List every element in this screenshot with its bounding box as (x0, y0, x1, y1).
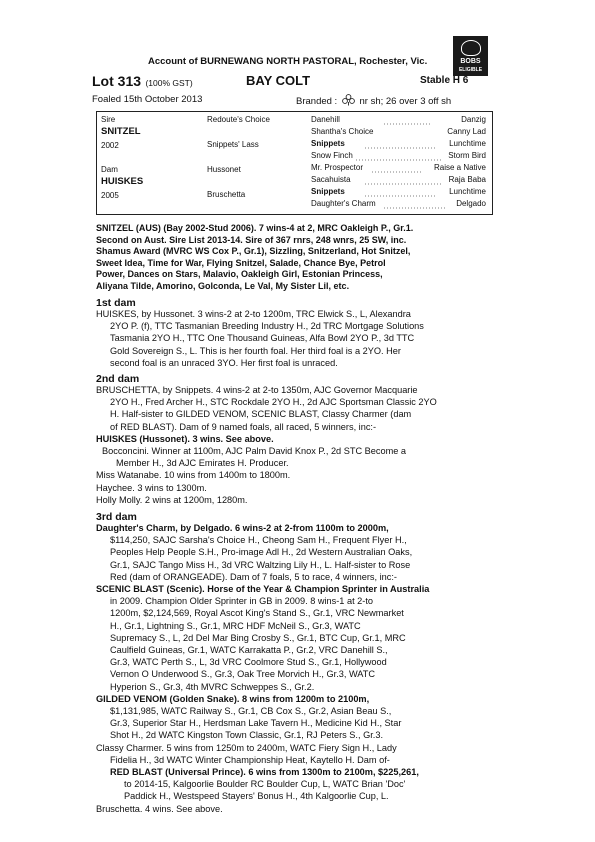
sire-summary-line: Aliyana Tilde, Amorino, Golconda, Le Val, My Sister Lil, etc. (96, 280, 350, 291)
logo-subtext: ELIGIBLE (458, 67, 483, 73)
second-dam-line: of RED BLAST). Dam of 9 named foals, all raced, 5 winners, inc:- (110, 421, 377, 432)
second-dam-line: BRUSCHETTA, by Snippets. 4 wins-2 at 2-to 1350m, AJC Governor Macquarie (96, 385, 418, 395)
second-dam-text (96, 384, 437, 506)
third-dam-line: Daughter's Charm, by Delgado. 6 wins-2 at 2-from 1100m to 2000m, (96, 523, 389, 533)
dot-leaders (97, 112, 492, 214)
third-dam-line: in 2009. Champion Older Sprinter in GB in 2009. 8 wins-1 at 2-to (110, 596, 374, 607)
ggp-left-3: Snippets (311, 139, 345, 148)
third-dam-line: Bruschetta. 4 wins. See above. (96, 803, 223, 814)
third-dam-line: H., Gr.1, Lightning S., Gr.1, MRC HDF McNeil S., Gr.3, WATC (110, 620, 361, 631)
first-dam-line: Tasmania 2YO H., TTC One Thousand Guineas, Alfa Bowl 2YO P., 3d TTC (110, 333, 415, 344)
third-dam-line: Paddick H., Westspeed Stayers' Bonus H., 4th Kalgoorlie Cup, L. (124, 791, 389, 802)
grandsire: Redoute's Choice (207, 115, 270, 124)
bobs-emblem-icon (461, 40, 481, 56)
sire-summary-line: SNITZEL (AUS) (Bay 2002-Stud 2006). 7 wins-4 at 2, MRC Oakleigh P., Gr.1. (96, 223, 414, 233)
third-dam-line: Gr.1, SAJC Tango Miss H., 3d VRC Waltzing Lily H., L. Half-sister to Rose (110, 559, 411, 570)
ggp-left-1: Danehill (311, 115, 340, 124)
second-dam-line: HUISKES (Hussonet). 3 wins. See above. (96, 433, 274, 444)
ggp-right-8: Delgado (456, 199, 486, 208)
sire-summary-line: Sweet Idea, Time for War, Flying Snitzel, Salade, Chance Bye, Petrol (96, 257, 386, 268)
sire-name: SNITZEL (101, 126, 141, 137)
ggp-right-2: Canny Lad (447, 127, 486, 136)
granddam-sire-side: Snippets' Lass (207, 140, 259, 149)
ggp-left-7: Snippets (311, 187, 345, 196)
first-dam-line: second foal is an unraced 3YO. Her first foal is unraced. (110, 357, 338, 368)
ggp-right-1: Danzig (461, 115, 486, 124)
first-dam-text (96, 308, 424, 369)
dam-year: 2005 (101, 191, 119, 200)
third-dam-text (96, 522, 429, 815)
dam-name: HUISKES (101, 176, 144, 187)
sire-summary (96, 223, 413, 293)
second-dam-line: Haychee. 3 wins to 1300m. (96, 482, 207, 493)
ggp-left-5: Mr. Prospector (311, 163, 364, 172)
ggp-right-3: Lunchtime (449, 139, 486, 148)
third-dam-line: to 2014-15, Kalgoorlie Boulder RC Boulder Cup, L, WATC Brian 'Doc' (124, 779, 406, 790)
sire-label: Sire (101, 115, 116, 124)
second-dam-heading: 2nd dam (96, 373, 140, 385)
brand-mark-icon (342, 94, 355, 106)
third-dam-line: Gr.3, Superior Star H., Herdsman Lake Tavern H., Medicine Kid H., Star (110, 718, 402, 729)
second-dam-line: 2YO H., Fred Archer H., STC Rockdale 2YO H., 2d AJC Sportsman Classic 2YO (110, 397, 437, 408)
third-dam-line: RED BLAST (Universal Prince). 6 wins from 1300m to 2100m, $225,261, (110, 767, 419, 778)
branded-label: Branded : (296, 96, 338, 107)
first-dam-line: 2YO P. (f), TTC Tasmanian Breeding Industry H., 2d TRC Mortgage Solutions (110, 321, 424, 332)
first-dam-line: Gold Sovereign S., L. This is her fourth foal. Her third foal is a 2YO. Her (110, 345, 401, 356)
account-line: Account of BURNEWANG NORTH PASTORAL, Rochester, Vic. (148, 56, 428, 67)
logo-text: BOBS (460, 58, 481, 65)
second-dam-line: Member H., 3d AJC Emirates H. Producer. (116, 458, 289, 469)
third-dam-line: Red (dam of ORANGEADE). Dam of 7 foals, 5 to race, 4 winners, inc:- (110, 571, 397, 582)
sire-year: 2002 (101, 141, 119, 150)
pedigree-table (96, 111, 493, 215)
third-dam-line: Fidelia H., 3d WATC Winter Championship Heat, Kaytello H. Dam of- (110, 754, 390, 765)
sire-summary-line: Second on Aust. Sire List 2013-14. Sire of 367 rnrs, 248 wnrs, 25 SW, inc. (96, 234, 407, 245)
third-dam-line: Vernon O Underwood S., Gr.3, Oak Tree Morvich H., Gr.3, WATC (110, 669, 375, 680)
ggp-right-7: Lunchtime (449, 187, 486, 196)
ggp-left-4: Snow Finch (311, 151, 353, 160)
third-dam-line: $114,250, SAJC Sarsha's Choice H., Cheong Sam H., Frequent Flyer H., (110, 535, 407, 546)
third-dam-line: Supremacy S., L, 2d Del Mar Bing Crosby S., Gr.1, BTC Cup, Gr.1, MRC (110, 632, 406, 643)
branded-line (296, 94, 451, 107)
foaled-date: Foaled 15th October 2013 (92, 94, 203, 105)
gst-note: (100% GST) (145, 78, 193, 88)
first-dam-line: HUISKES, by Hussonet. 3 wins-2 at 2-to 1200m, TRC Elwick S., L, Alexandra (96, 309, 411, 319)
third-dam-line: $1,131,985, WATC Railway S., Gr.1, CB Cox S., Gr.2, Asian Beau S., (110, 706, 392, 717)
third-dam-line: GILDED VENOM (Golden Snake). 8 wins from 1200m to 2100m, (96, 693, 370, 704)
lot-number: Lot 313 (92, 73, 142, 89)
second-dam-line: Miss Watanabe. 10 wins from 1400m to 1800m. (96, 470, 291, 481)
lot-title: BAY COLT (246, 73, 311, 88)
ggp-right-6: Raja Baba (448, 175, 486, 184)
third-dam-line: Hyperion S., Gr.3, 4th MVRC Schweppes S., Gr.2. (110, 681, 315, 692)
second-dam-line: H. Half-sister to GILDED VENOM, SCENIC BLAST, Classy Charmer (dam (110, 409, 412, 420)
branded-text: nr sh; 26 over 3 off sh (359, 96, 452, 107)
sire-summary-line: Shamus Award (MVRC WS Cox P., Gr.1), Sizzling, Snitzerland, Hot Snitzel, (96, 246, 411, 257)
granddam: Bruschetta (207, 190, 246, 199)
third-dam-line: Peoples Help People S.H., Pro-image Adl H., 2d Western Australian Oaks, (110, 547, 413, 558)
second-dam-line: Bocconcini. Winner at 1100m, AJC Palm David Knox P., 2d STC Become a (102, 446, 407, 457)
ggp-left-6: Sacahuista (311, 175, 351, 184)
third-dam-heading: 3rd dam (96, 511, 137, 523)
ggp-left-8: Daughter's Charm (311, 199, 376, 208)
sire-summary-line: Power, Dances on Stars, Malavio, Oakleigh Girl, Estonian Princess, (96, 269, 383, 280)
ggp-right-5: Raise a Native (433, 163, 486, 172)
second-dam-line: Holly Molly. 2 wins at 1200m, 1280m. (96, 494, 248, 505)
lot-line (92, 73, 193, 91)
third-dam-line: Classy Charmer. 5 wins from 1250m to 2400m, WATC Fiery Sign H., Lady (96, 742, 397, 753)
ggp-right-4: Storm Bird (448, 151, 486, 160)
third-dam-line: Caulfield Guineas, Gr.1, WATC Karrakatta P., Gr.2, VRC Danehill S., (110, 645, 388, 656)
bobs-logo (453, 36, 488, 76)
grandsire-dam-side: Hussonet (207, 165, 241, 174)
third-dam-line: SCENIC BLAST (Scenic). Horse of the Year & Champion Sprinter in Australia (96, 584, 430, 595)
third-dam-line: Gr.3, WATC Perth S., L, 3d VRC Coolmore Stud S., Gr.1, Hollywood (110, 657, 387, 668)
dam-label: Dam (101, 165, 118, 174)
third-dam-line: Shot H., 2d WATC Kingston Town Classic, Gr.1, RJ Peters S., Gr.3. (110, 730, 383, 741)
ggp-left-2: Shantha's Choice (311, 127, 374, 136)
first-dam-heading: 1st dam (96, 297, 136, 309)
stable-number: Stable H 6 (420, 75, 469, 86)
third-dam-line: 1200m, $2,124,569, Royal Ascot King's Stand S., Gr.1, VRC Newmarket (110, 608, 404, 619)
